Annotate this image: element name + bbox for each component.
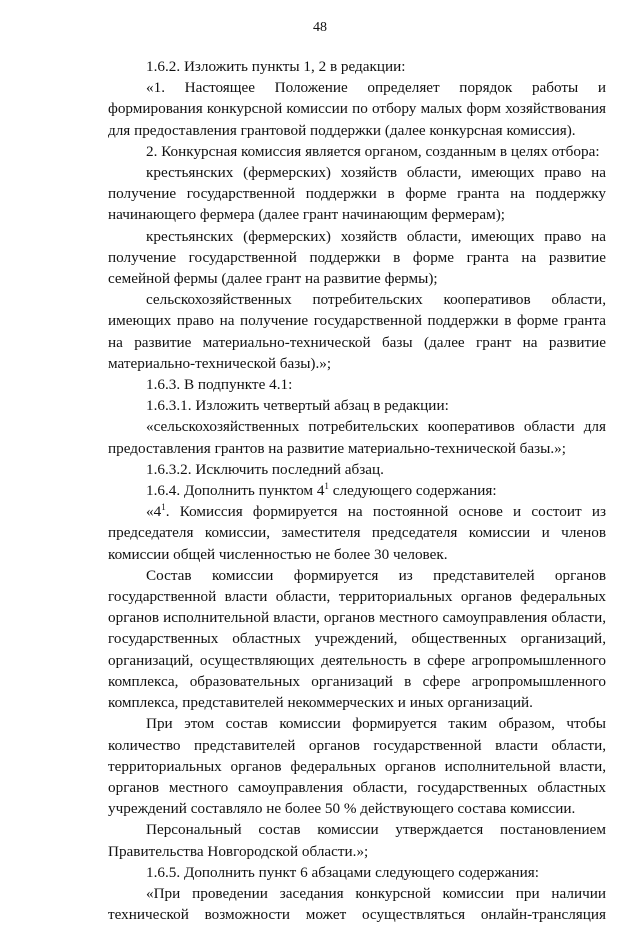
paragraph-online-broadcast: «При проведении заседания конкурсной комиссии при наличии технической возможности может осуществляться онлайн-трансляция: [108, 884, 606, 924]
paragraph-quote-cooperatives: «сельскохозяйственных потребительских кооперативов области для предоставления грантов на развитие материально-технической базы.»;: [108, 418, 606, 457]
paragraph-1-6-2: 1.6.2. Изложить пункты 1, 2 в редакции:: [146, 58, 406, 75]
paragraph-list-farms-family: крестьянских (фермерских) хозяйств области, имеющих право на получение государственной поддержки в форме гранта на развитие семейной фермы (далее грант на развитие фермы);: [108, 227, 606, 288]
paragraph-1-6-4: [108, 480, 606, 501]
paragraph-personal-composition: Персональный состав комиссии утверждается постановлением Правительства Новгородской области.»;: [108, 821, 606, 860]
paragraph-composition-limit: При этом состав комиссии формируется таким образом, чтобы количество представителей органов государственной власти области, территориальных органов федеральных органов исполнительной власти, органов местного самоуправления области, государственных областных учреждений составляло не более 50 % действующего состава комиссии.: [108, 715, 606, 818]
superscript-marker: 1: [324, 481, 329, 491]
paragraph-clause-2: 2. Конкурсная комиссия является органом, созданным в целях отбора:: [146, 142, 600, 160]
paragraph-clause-4-1: [108, 501, 606, 565]
paragraph-1-6-3-2: 1.6.3.2. Исключить последний абзац.: [146, 460, 384, 478]
page-number: 48: [313, 20, 327, 35]
clause-4-1-text: . Комиссия формируется на постоянной основе и состоит из председателя комиссии, заместителя председателя комиссии и членов комиссии общей численностью не более 30 человек.: [108, 503, 606, 563]
paragraph-1-6-4-text-a: 1.6.4. Дополнить пунктом 4: [146, 482, 325, 500]
superscript-marker: 1: [161, 502, 166, 513]
paragraph-1-6-3: 1.6.3. В подпункте 4.1:: [146, 376, 293, 394]
paragraph-clause-1: «1. Настоящее Положение определяет порядок работы и формирования конкурсной комиссии по отбору малых форм хозяйствования для предоставления грантовой поддержки (далее конкурсная комиссия).: [108, 79, 606, 139]
paragraph-1-6-5: 1.6.5. Дополнить пункт 6 абзацами следующего содержания:: [146, 863, 539, 881]
paragraph-list-farms-start: крестьянских (фермерских) хозяйств области, имеющих право на получение государственной поддержки в форме гранта на поддержку начинающего фермера (далее грант начинающим фермерам);: [108, 164, 606, 224]
paragraph-list-cooperatives: сельскохозяйственных потребительских кооперативов области, имеющих право на получение государственной поддержки в форме гранта на развитие материально-технической базы (далее грант на развитие материально-технической базы).»;: [108, 291, 606, 372]
paragraph-1-6-4-text-b: следующего содержания:: [332, 482, 497, 500]
paragraph-1-6-3-1: 1.6.3.1. Изложить четвертый абзац в редакции:: [146, 397, 449, 415]
clause-4-1-number: «4: [146, 503, 162, 521]
document-body: [108, 56, 606, 925]
paragraph-composition: Состав комиссии формируется из представителей органов государственной власти области, территориальных органов федеральных органов исполнительной власти, органов местного самоуправления области, государственных областных учреждений, общественных организаций, организаций, осуществляющих деятельность в сфере агропромышленного комплекса, образовательных организаций в сфере агропромышленного комплекса, представителей некоммерческих и иных организаций.: [108, 566, 606, 712]
